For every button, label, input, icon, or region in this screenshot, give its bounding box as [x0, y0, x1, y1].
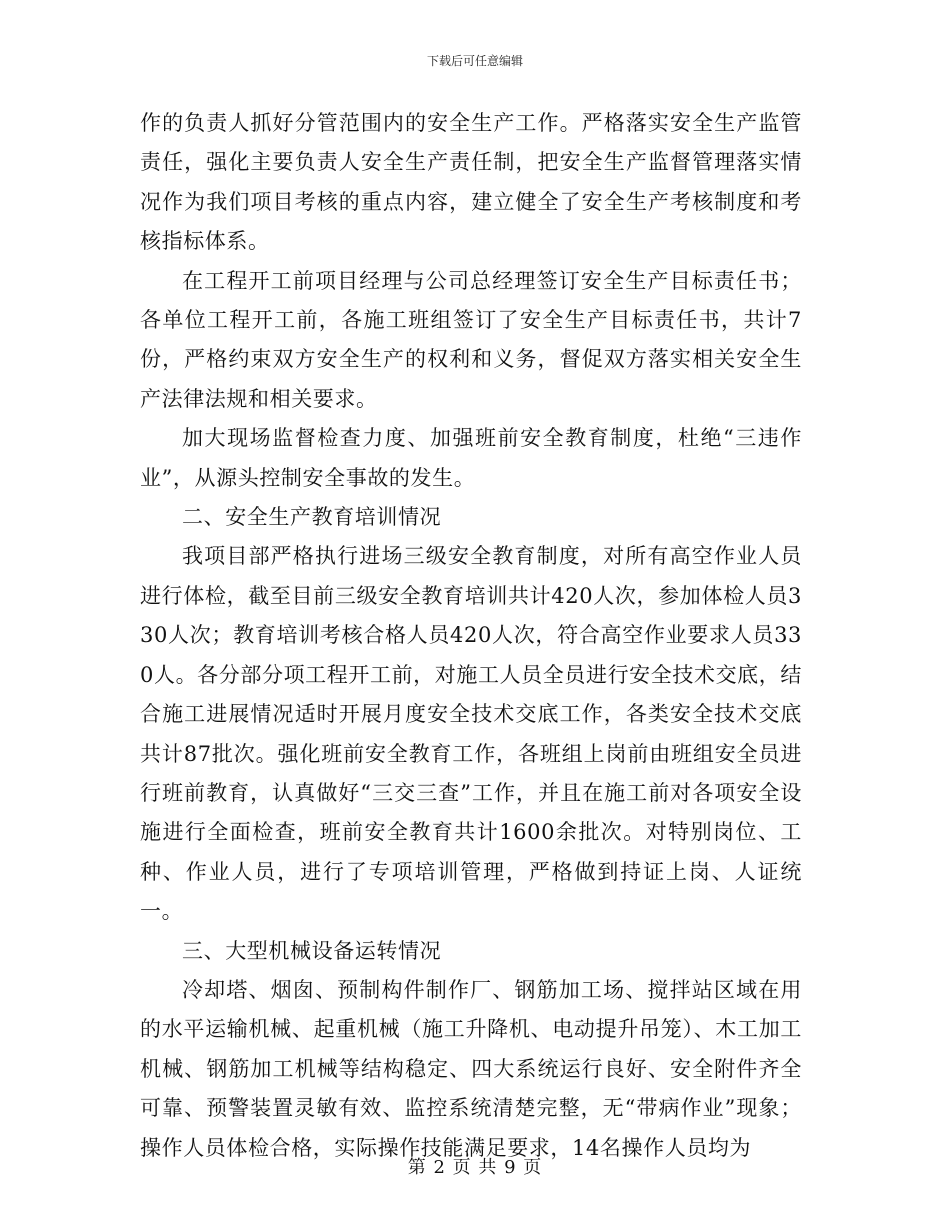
- paragraph-target-responsibility: 在工程开工前项目经理与公司总经理签订安全生产目标责任书；各单位工程开工前，各施工班组签订了安全生产目标责任书，共计7份，严格约束双方安全生产的权利和义务，督促双方落实相关安全生产法律法规和相关要求。: [140, 268, 802, 411]
- page-number-footer: 第 2 页 共 9 页: [407, 1157, 543, 1178]
- section-heading-training: 二、安全生产教育培训情况: [182, 505, 442, 530]
- section-heading-machinery: 三、大型机械设备运转情况: [182, 938, 442, 963]
- page-header-note: 下载后可任意编辑: [426, 54, 523, 68]
- document-body: [140, 104, 802, 1168]
- paragraph-machinery: 冷却塔、烟囱、预制构件制作厂、钢筋加工场、搅拌站区域在用的水平运输机械、起重机械（施工升降机、电动提升吊笼）、木工加工机械、钢筋加工机械等结构稳定、四大系统运行良好、安全附件齐全可靠、预警装置灵敏有效、监控系统清楚完整，无“带病作业”现象；操作人员体检合格，实际操作技能满足要求，14名操作人员均为: [140, 977, 802, 1160]
- paragraph-site-supervision: 加大现场监督检查力度、加强班前安全教育制度，杜绝“三违作业”，从源头控制安全事故的发生。: [140, 426, 802, 490]
- paragraph-responsibility: 作的负责人抓好分管范围内的安全生产工作。严格落实安全生产监管责任，强化主要负责人安全生产责任制，把安全生产监督管理落实情况作为我们项目考核的重点内容，建立健全了安全生产考核制度和考核指标体系。: [140, 111, 802, 254]
- paragraph-training: 我项目部严格执行进场三级安全教育制度，对所有高空作业人员进行体检，截至目前三级安全教育培训共计420人次，参加体检人员330人次；教育培训考核合格人员420人次，符合高空作业要求人员330人。各分部分项工程开工前，对施工人员全员进行安全技术交底，结合施工进展情况适时开展月度安全技术交底工作，各类安全技术交底共计87批次。强化班前安全教育工作，各班组上岗前由班组安全员进行班前教育，认真做好“三交三查”工作，并且在施工前对各项安全设施进行全面检查，班前安全教育共计1600余批次。对特别岗位、工种、作业人员，进行了专项培训管理，严格做到持证上岗、人证统一。: [140, 544, 802, 924]
